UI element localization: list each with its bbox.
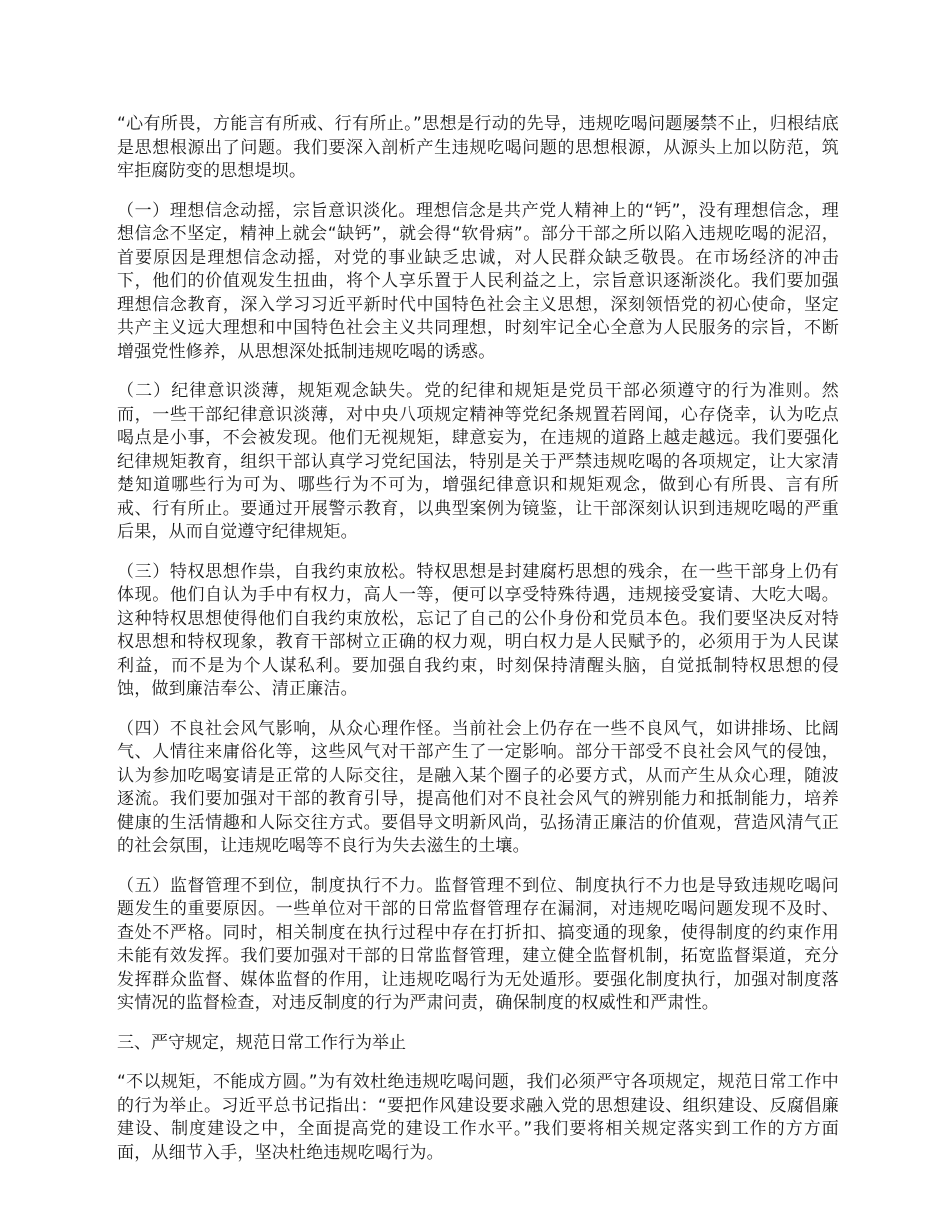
section-heading: 三、严守规定，规范日常工作行为举止 — [117, 1032, 406, 1053]
paragraph-ideals-faith: （一）理想信念动摇，宗旨意识淡化。理想信念是共产党人精神上的“钙”，没有理想信念，理想信念不坚定，精神上就会“缺钙”，就会得“软骨病”。部分干部之所以陷入违规吃喝的泥沼，首要原因是理想信念动摇，对党的事业缺乏忠诚，对人民群众缺乏敬畏。在市场经济的冲击下，他们的价值观发生扭曲，将个人享乐置于人民利益之上，宗旨意识逐渐淡化。我们要加强理想信念教育，深入学习习近平新时代中国特色社会主义思想，深刻领悟党的初心使命，坚定共产主义远大理想和中国特色社会主义共同理想，时刻牢记全心全意为人民服务的宗旨，不断增强党性修养，从思想深处抵制违规吃喝的诱惑。 — [117, 200, 839, 362]
paragraph-privilege: （三）特权思想作祟，自我约束放松。特权思想是封建腐朽思想的残余，在一些干部身上仍有体现。他们自认为手中有权力，高人一等，便可以享受特殊待遇，违规接受宴请、大吃大喝。这种特权思想使得他们自我约束放松，忘记了自己的公仆身份和党员本色。我们要坚决反对特权思想和特权现象，教育干部树立正确的权力观，明白权力是人民赋予的，必须用于为人民谋利益，而不是为个人谋私利。要加强自我约束，时刻保持清醒头脑，自觉抵制特权思想的侵蚀，做到廉洁奉公、清正廉洁。 — [117, 561, 839, 699]
closing-paragraph: “不以规矩，不能成方圆。”为有效杜绝违规吃喝问题，我们必须严守各项规定，规范日常工作中的行为举止。习近平总书记指出：“要把作风建设要求融入党的思想建设、组织建设、反腐倡廉建设、制度建设之中，全面提高党的建设工作水平。”我们要将相关规定落实到工作的方方面面，从细节入手，坚决杜绝违规吃喝行为。 — [117, 1072, 839, 1163]
intro-paragraph: “心有所畏，方能言有所戒、行有所止。”思想是行动的先导，违规吃喝问题屡禁不止，归根结底是思想根源出了问题。我们要深入剖析产生违规吃喝问题的思想根源，从源头上加以防范，筑牢拒腐防变的思想堤坝。 — [117, 114, 839, 181]
paragraph-supervision: （五）监督管理不到位，制度执行不力。监督管理不到位、制度执行不力也是导致违规吃喝问题发生的重要原因。一些单位对干部的日常监督管理存在漏洞，对违规吃喝问题发现不及时、查处不严格。同时，相关制度在执行过程中存在打折扣、搞变通的现象，使得制度的约束作用未能有效发挥。我们要加强对干部的日常监督管理，建立健全监督机制，拓宽监督渠道，充分发挥群众监督、媒体监督的作用，让违规吃喝行为无处遁形。要强化制度执行，加强对制度落实情况的监督检查，对违反制度的行为严肃问责，确保制度的权威性和严肃性。 — [117, 875, 839, 1013]
document-body — [117, 113, 839, 1181]
paragraph-social-atmosphere: （四）不良社会风气影响，从众心理作怪。当前社会上仍存在一些不良风气，如讲排场、比阔气、人情往来庸俗化等，这些风气对干部产生了一定影响。部分干部受不良社会风气的侵蚀，认为参加吃喝宴请是正常的人际交往，是融入某个圈子的必要方式，从而产生从众心理，随波逐流。我们要加强对干部的教育引导，提高他们对不良社会风气的辨别能力和抵制能力，培养健康的生活情趣和人际交往方式。要倡导文明新风尚，弘扬清正廉洁的价值观，营造风清气正的社会氛围，让违规吃喝等不良行为失去滋生的土壤。 — [117, 718, 839, 856]
paragraph-discipline: （二）纪律意识淡薄，规矩观念缺失。党的纪律和规矩是党员干部必须遵守的行为准则。然而，一些干部纪律意识淡薄，对中央八项规定精神等党纪条规置若罔闻，心存侥幸，认为吃点喝点是小事，不会被发现。他们无视规矩，肆意妄为，在违规的道路上越走越远。我们要强化纪律规矩教育，组织干部认真学习党纪国法，特别是关于严禁违规吃喝的各项规定，让大家清楚知道哪些行为可为、哪些行为不可为，增强纪律意识和规矩观念，做到心有所畏、言有所戒、行有所止。要通过开展警示教育，以典型案例为镜鉴，让干部深刻认识到违规吃喝的严重后果，从而自觉遵守纪律规矩。 — [117, 381, 839, 542]
